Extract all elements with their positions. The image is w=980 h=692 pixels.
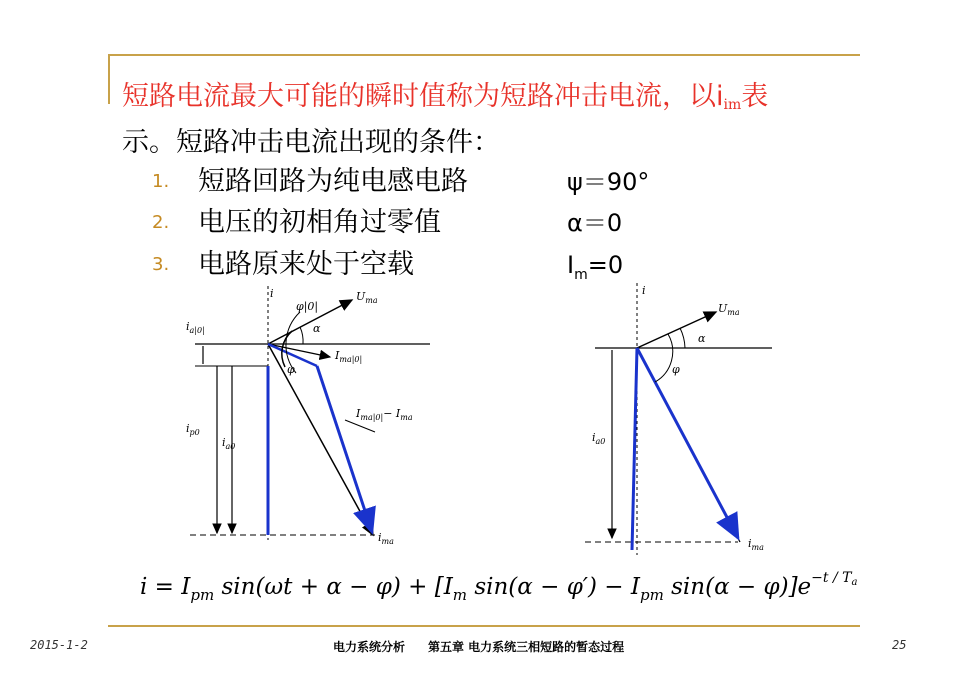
bottom-border: [108, 625, 860, 627]
condition-number: 2.: [152, 212, 170, 233]
condition-text: 短路回路为纯电感电路: [198, 166, 468, 197]
footer-chapter: 第五章 电力系统三相短路的暂态过程: [428, 640, 625, 654]
right-phi-arc: [655, 334, 673, 382]
formula-exponent-text: −t / T: [811, 570, 852, 586]
formula-exponent: [811, 570, 857, 586]
left-alpha-label: α: [313, 322, 321, 335]
right-i-label: i: [642, 284, 646, 297]
left-phasor-diagram: [186, 286, 430, 546]
headline-red-tail: 表: [741, 81, 769, 112]
headline-red-text: 短路电流最大可能的瞬时值称为短路冲击电流，以i: [122, 81, 724, 112]
left-phi0-label: φ|0|: [296, 300, 319, 313]
right-alpha-arc: [680, 328, 685, 348]
left-Ima0-label: $I_{ma|0|}$: [335, 349, 363, 364]
left-Ima0-vector: [268, 344, 330, 357]
formula-part-1: i = I: [140, 574, 191, 600]
left-phi-label: φ: [287, 363, 295, 376]
condition-value: ψ＝90°: [567, 168, 650, 196]
right-blue-Ima-vector: [637, 348, 738, 538]
condition-text: 电压的初相角过零值: [198, 207, 441, 238]
left-ia0b-label: $i_{a0}$: [222, 436, 236, 451]
right-ia0-label: $i_{a0}$: [592, 431, 606, 446]
left-ima-label: $i_{ma}$: [378, 531, 394, 546]
right-ima-label: $i_{ma}$: [748, 537, 764, 552]
right-phi-label: φ: [672, 363, 680, 376]
formula-part-3: sin(α − φ′) − I: [467, 574, 640, 600]
footer-course: 电力系统分析: [333, 640, 406, 654]
formula-sub-1: pm: [190, 586, 215, 604]
condition-value-main: I: [567, 251, 575, 279]
right-blue-projection: [632, 348, 637, 550]
condition-value: α＝0: [567, 209, 623, 237]
condition-value-tail: =0: [587, 251, 624, 279]
formula-sub-3: pm: [639, 586, 664, 604]
footer-date: 2015-1-2: [30, 638, 88, 652]
right-alpha-label: α: [698, 332, 706, 345]
formula-exponent-sub: a: [851, 577, 858, 588]
left-ia0-label: $i_{a|0|}$: [186, 320, 205, 335]
condition-text: 电路原来处于空载: [198, 249, 414, 280]
headline-subscript: im: [723, 97, 742, 113]
formula-part-4: sin(α − φ)]e: [663, 574, 812, 600]
left-ip0-label: $i_{p0}$: [186, 422, 200, 437]
short-circuit-formula: [140, 570, 857, 604]
right-phasor-diagram: [585, 283, 772, 555]
condition-number: 1.: [152, 171, 170, 192]
formula-part-2: sin(ωt + α − φ) + [I: [214, 574, 453, 600]
left-Uma-label: $U_{ma}$: [356, 290, 378, 305]
condition-number: 3.: [152, 254, 170, 275]
left-i-label: i: [270, 287, 274, 300]
right-Uma-label: $U_{ma}$: [718, 302, 740, 317]
formula-sub-2: m: [452, 586, 468, 604]
left-alpha-arc: [300, 327, 303, 344]
left-difference-label: $I_{ma|0|}- I_{ma}$: [356, 407, 413, 422]
condition-value-sub: m: [574, 266, 588, 283]
footer-page-number: 25: [892, 638, 907, 652]
headline-black-text: 示。短路冲击电流出现的条件：: [122, 127, 500, 158]
